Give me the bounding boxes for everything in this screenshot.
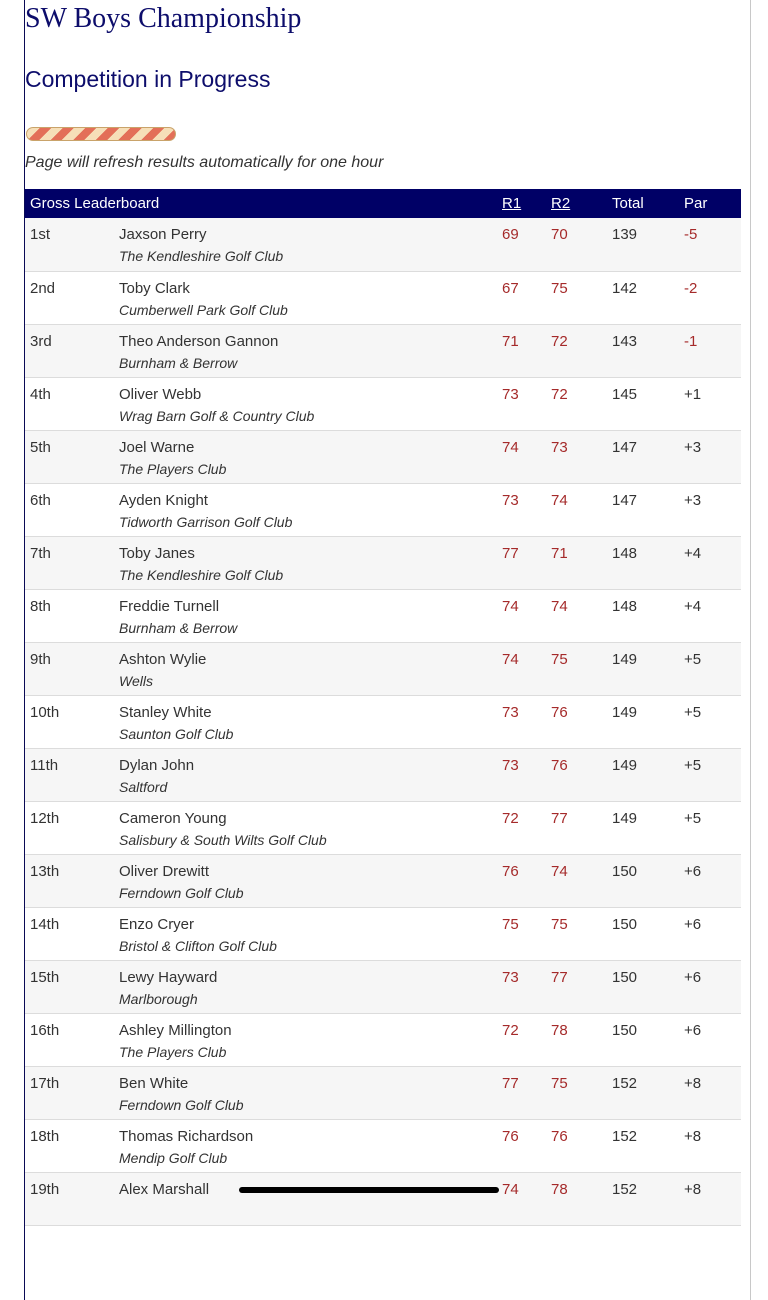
- par-column-header: Par: [684, 189, 741, 218]
- player-club: Burnham & Berrow: [119, 354, 238, 371]
- player-club: Ferndown Golf Club: [119, 1096, 244, 1113]
- position-cell: 5th: [30, 438, 51, 456]
- total-score-cell: 145: [612, 385, 638, 403]
- total-score-cell: 149: [612, 703, 638, 721]
- player-name: Oliver Webb: [119, 385, 202, 403]
- table-row: [25, 1013, 741, 1066]
- r1-score-cell: 73: [502, 756, 519, 774]
- player-name: Oliver Drewitt: [119, 862, 210, 880]
- player-name: Theo Anderson Gannon: [119, 332, 279, 350]
- r2-column-header: [551, 189, 612, 218]
- table-row: [25, 589, 741, 642]
- r2-score-cell: 75: [551, 915, 568, 933]
- par-score-cell: +6: [684, 968, 702, 986]
- r1-score-cell: 73: [502, 491, 519, 509]
- r1-score-cell: 73: [502, 703, 519, 721]
- table-row: [25, 218, 741, 271]
- position-cell: 16th: [30, 1021, 60, 1039]
- position-cell: 9th: [30, 650, 51, 668]
- player-name: Joel Warne: [119, 438, 195, 456]
- total-score-cell: 143: [612, 332, 638, 350]
- player-name: Cameron Young: [119, 809, 227, 827]
- r2-score-cell: 71: [551, 544, 568, 562]
- par-score-cell: +3: [684, 438, 702, 456]
- player-club: Salisbury & South Wilts Golf Club: [119, 831, 327, 848]
- r1-score-cell: 74: [502, 597, 519, 615]
- player-club: Marlborough: [119, 990, 198, 1007]
- r2-score-cell: 76: [551, 703, 568, 721]
- par-score-cell: +5: [684, 650, 702, 668]
- player-cell: [119, 642, 502, 695]
- r2-score-cell: 78: [551, 1021, 568, 1039]
- par-score-cell: -5: [684, 226, 698, 243]
- r1-score-cell: 74: [502, 1180, 519, 1198]
- table-row: [25, 430, 741, 483]
- r2-score-cell: 74: [551, 862, 568, 880]
- position-cell: 6th: [30, 491, 51, 509]
- par-score-cell: +8: [684, 1074, 702, 1092]
- r2-score-cell: 70: [551, 226, 568, 243]
- position-cell: 14th: [30, 915, 60, 933]
- table-row: [25, 536, 741, 589]
- total-score-cell: 148: [612, 544, 638, 562]
- leaderboard-title: Gross Leaderboard: [25, 189, 502, 218]
- total-score-cell: 142: [612, 279, 638, 297]
- player-cell: [119, 960, 502, 1013]
- player-club: The Kendleshire Golf Club: [119, 248, 284, 264]
- r2-score-cell: 77: [551, 809, 568, 827]
- table-row: [25, 324, 741, 377]
- par-score-cell: +3: [684, 491, 702, 509]
- total-score-cell: 147: [612, 438, 638, 456]
- total-column-header: Total: [612, 189, 684, 218]
- par-score-cell: +8: [684, 1180, 702, 1198]
- position-cell: 15th: [30, 968, 60, 986]
- table-row: [25, 695, 741, 748]
- player-club: Saunton Golf Club: [119, 725, 234, 742]
- total-score-cell: 147: [612, 491, 638, 509]
- player-name: Enzo Cryer: [119, 915, 195, 933]
- player-cell: [119, 907, 502, 960]
- player-cell: [119, 1013, 502, 1066]
- table-row: [25, 960, 741, 1013]
- home-indicator: [239, 1187, 499, 1193]
- r2-score-cell: 74: [551, 491, 568, 509]
- total-score-cell: 149: [612, 809, 638, 827]
- table-row: [25, 1119, 741, 1172]
- refresh-progress-bar: [26, 127, 176, 141]
- table-row: [25, 801, 741, 854]
- player-name: Ayden Knight: [119, 491, 208, 509]
- player-name: Ashton Wylie: [119, 650, 207, 668]
- total-score-cell: 150: [612, 1021, 638, 1039]
- position-cell: 4th: [30, 385, 51, 403]
- player-club: Bristol & Clifton Golf Club: [119, 937, 277, 954]
- r2-score-cell: 76: [551, 756, 568, 774]
- position-cell: 19th: [30, 1180, 60, 1198]
- gross-leaderboard-table: [25, 189, 741, 1226]
- player-club: Wells: [119, 672, 153, 689]
- player-cell: [119, 854, 502, 907]
- table-row: [25, 483, 741, 536]
- position-cell: 2nd: [30, 279, 56, 297]
- par-score-cell: +6: [684, 1021, 702, 1039]
- par-score-cell: +6: [684, 862, 702, 880]
- player-cell: [119, 324, 502, 377]
- player-name: Toby Clark: [119, 279, 190, 297]
- player-name: Stanley White: [119, 703, 212, 721]
- player-name: Jaxson Perry: [119, 226, 207, 243]
- r2-score-cell: 75: [551, 1074, 568, 1092]
- player-cell: [119, 271, 502, 324]
- player-cell: [119, 1172, 502, 1225]
- content-area: [24, 0, 741, 1300]
- position-cell: 7th: [30, 544, 51, 562]
- table-row: [25, 1172, 741, 1225]
- par-score-cell: +5: [684, 703, 702, 721]
- r2-score-cell: 76: [551, 1127, 568, 1145]
- position-cell: 12th: [30, 809, 60, 827]
- sort-r1-link[interactable]: R1: [502, 195, 522, 212]
- player-club: Wrag Barn Golf & Country Club: [119, 407, 315, 424]
- par-score-cell: -2: [684, 279, 698, 297]
- par-score-cell: +5: [684, 756, 702, 774]
- r2-score-cell: 75: [551, 279, 568, 297]
- player-club: Burnham & Berrow: [119, 619, 238, 636]
- r1-score-cell: 72: [502, 1021, 519, 1039]
- r1-score-cell: 67: [502, 279, 519, 297]
- leaderboard-header: [25, 189, 741, 218]
- table-row: [25, 854, 741, 907]
- player-club: Mendip Golf Club: [119, 1149, 228, 1166]
- player-cell: [119, 536, 502, 589]
- player-cell: [119, 377, 502, 430]
- total-score-cell: 139: [612, 226, 638, 243]
- position-cell: 13th: [30, 862, 60, 880]
- r2-score-cell: 72: [551, 385, 568, 403]
- par-score-cell: -1: [684, 332, 698, 350]
- player-name: Freddie Turnell: [119, 597, 220, 615]
- total-score-cell: 152: [612, 1074, 638, 1092]
- player-club: Cumberwell Park Golf Club: [119, 301, 288, 318]
- par-score-cell: +6: [684, 915, 702, 933]
- r2-score-cell: 78: [551, 1180, 568, 1198]
- competition-status: Competition in Progress: [25, 66, 271, 92]
- position-cell: 18th: [30, 1127, 60, 1145]
- player-name: Ben White: [119, 1074, 189, 1092]
- leaderboard-body: [25, 218, 741, 1225]
- r1-score-cell: 77: [502, 1074, 519, 1092]
- r2-score-cell: 72: [551, 332, 568, 350]
- position-cell: 17th: [30, 1074, 60, 1092]
- player-club: The Players Club: [119, 1043, 227, 1060]
- player-club: Tidworth Garrison Golf Club: [119, 513, 293, 530]
- r1-score-cell: 72: [502, 809, 519, 827]
- r1-score-cell: 73: [502, 968, 519, 986]
- position-cell: 8th: [30, 597, 51, 615]
- player-club: The Players Club: [119, 460, 227, 477]
- par-score-cell: +4: [684, 597, 702, 615]
- total-score-cell: 148: [612, 597, 638, 615]
- player-cell: [119, 748, 502, 801]
- position-cell: 11th: [30, 756, 59, 774]
- sort-r2-link[interactable]: R2: [551, 195, 571, 212]
- r1-score-cell: 76: [502, 862, 519, 880]
- player-name: Thomas Richardson: [119, 1127, 254, 1145]
- position-cell: 3rd: [30, 332, 52, 350]
- par-score-cell: +8: [684, 1127, 702, 1145]
- refresh-note: Page will refresh results automatically for one hour: [25, 154, 384, 171]
- total-score-cell: 152: [612, 1127, 638, 1145]
- player-name: Dylan John: [119, 756, 195, 774]
- position-cell: 10th: [30, 703, 60, 721]
- table-row: [25, 748, 741, 801]
- player-name: Toby Janes: [119, 544, 195, 562]
- total-score-cell: 152: [612, 1180, 638, 1198]
- table-row: [25, 907, 741, 960]
- par-score-cell: +1: [684, 385, 702, 403]
- player-name: Alex Marshall: [119, 1180, 210, 1198]
- r1-score-cell: 74: [502, 438, 519, 456]
- r1-score-cell: 74: [502, 650, 519, 668]
- player-cell: [119, 1119, 502, 1172]
- player-cell: [119, 483, 502, 536]
- player-club: Ferndown Golf Club: [119, 884, 244, 901]
- player-name: Ashley Millington: [119, 1021, 232, 1039]
- r2-score-cell: 73: [551, 438, 568, 456]
- table-row: [25, 377, 741, 430]
- total-score-cell: 149: [612, 650, 638, 668]
- player-cell: [119, 801, 502, 854]
- total-score-cell: 150: [612, 968, 638, 986]
- player-cell: [119, 695, 502, 748]
- position-cell: 1st: [30, 226, 51, 243]
- player-club: The Kendleshire Golf Club: [119, 566, 284, 583]
- r1-score-cell: 73: [502, 385, 519, 403]
- player-club: Saltford: [119, 778, 168, 795]
- r2-score-cell: 75: [551, 650, 568, 668]
- table-row: [25, 1066, 741, 1119]
- player-cell: [119, 1066, 502, 1119]
- total-score-cell: 149: [612, 756, 638, 774]
- par-score-cell: +4: [684, 544, 702, 562]
- r2-score-cell: 77: [551, 968, 568, 986]
- player-name: Lewy Hayward: [119, 968, 218, 986]
- table-row: [25, 271, 741, 324]
- player-cell: [119, 430, 502, 483]
- r1-column-header: [502, 189, 551, 218]
- player-cell: [119, 218, 502, 271]
- r2-score-cell: 74: [551, 597, 568, 615]
- r1-score-cell: 76: [502, 1127, 519, 1145]
- total-score-cell: 150: [612, 862, 638, 880]
- r1-score-cell: 71: [502, 332, 519, 350]
- r1-score-cell: 69: [502, 226, 519, 243]
- table-row: [25, 642, 741, 695]
- total-score-cell: 150: [612, 915, 638, 933]
- page-title: SW Boys Championship: [25, 3, 302, 34]
- r1-score-cell: 75: [502, 915, 519, 933]
- r1-score-cell: 77: [502, 544, 519, 562]
- par-score-cell: +5: [684, 809, 702, 827]
- player-cell: [119, 589, 502, 642]
